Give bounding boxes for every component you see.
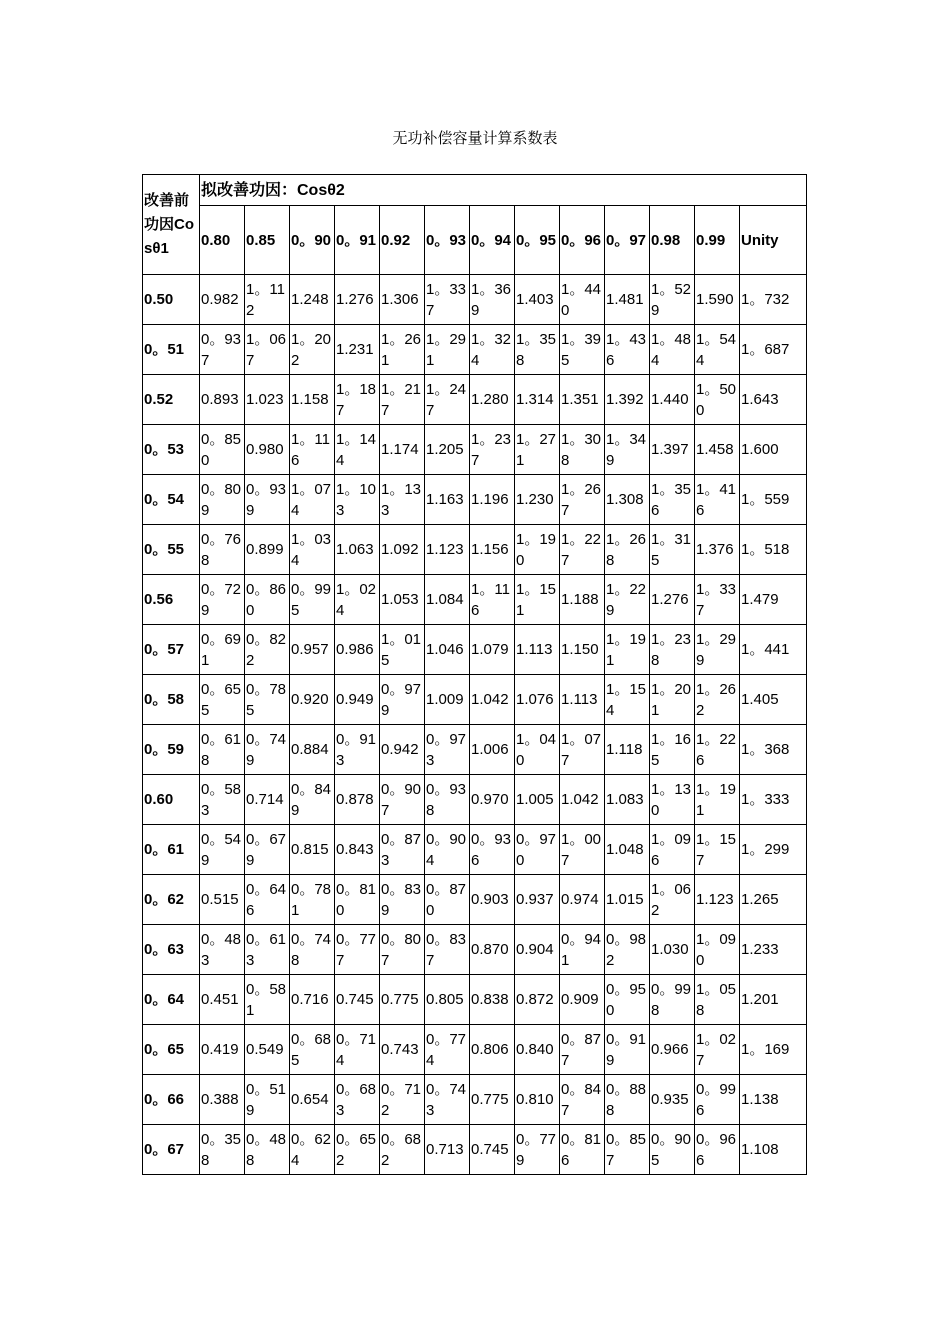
column-header: 0.92	[380, 206, 425, 275]
table-cell: 1。349	[605, 425, 650, 475]
table-cell: 1。237	[470, 425, 515, 475]
table-cell: 1。247	[425, 375, 470, 425]
row-header: 0。65	[143, 1025, 200, 1075]
table-cell: 1.276	[650, 575, 695, 625]
table-cell: 0.986	[335, 625, 380, 675]
table-cell: 1.314	[515, 375, 560, 425]
row-header: 0。55	[143, 525, 200, 575]
table-cell: 1.308	[605, 475, 650, 525]
table-cell: 1.083	[605, 775, 650, 825]
table-cell: 0。483	[200, 925, 245, 975]
table-cell: 1。308	[560, 425, 605, 475]
table-row	[143, 1125, 807, 1175]
table-cell: 0.893	[200, 375, 245, 425]
table-cell: 0。581	[245, 975, 290, 1025]
table-cell: 1。440	[560, 275, 605, 325]
table-cell: 0。998	[650, 975, 695, 1025]
table-cell: 1。144	[335, 425, 380, 475]
table-cell: 0.843	[335, 825, 380, 875]
table-cell: 1.015	[605, 875, 650, 925]
table-cell: 0。816	[560, 1125, 605, 1175]
table-cell: 0。729	[200, 575, 245, 625]
table-cell: 0.745	[470, 1125, 515, 1175]
table-cell: 1.150	[560, 625, 605, 675]
table-cell: 0.899	[245, 525, 290, 575]
table-cell: 0。748	[290, 925, 335, 975]
table-cell: 1。333	[740, 775, 807, 825]
table-cell: 0.903	[470, 875, 515, 925]
table-cell: 1。337	[425, 275, 470, 325]
table-cell: 1。416	[695, 475, 740, 525]
table-cell: 1.092	[380, 525, 425, 575]
table-cell: 0。646	[245, 875, 290, 925]
row-header: 0。63	[143, 925, 200, 975]
table-cell: 1.201	[740, 975, 807, 1025]
table-cell: 1.231	[335, 325, 380, 375]
table-cell: 0.451	[200, 975, 245, 1025]
table-cell: 0.775	[470, 1075, 515, 1125]
table-cell: 0.942	[380, 725, 425, 775]
target-power-factor-header: 拟改善功因：Cosθ2	[200, 175, 807, 206]
table-cell: 1。112	[245, 275, 290, 325]
table-cell: 1.481	[605, 275, 650, 325]
table-cell: 1.440	[650, 375, 695, 425]
column-header: 0。96	[560, 206, 605, 275]
table-cell: 1.156	[470, 525, 515, 575]
table-cell: 1。518	[740, 525, 807, 575]
row-header: 0。57	[143, 625, 200, 675]
row-header: 0。58	[143, 675, 200, 725]
table-cell: 1。227	[560, 525, 605, 575]
row-header: 0。59	[143, 725, 200, 775]
row-header: 0。54	[143, 475, 200, 525]
row-header: 0。53	[143, 425, 200, 475]
table-cell: 1.009	[425, 675, 470, 725]
table-cell: 0。809	[200, 475, 245, 525]
table-cell: 1。559	[740, 475, 807, 525]
table-row	[143, 575, 807, 625]
table-cell: 0.806	[470, 1025, 515, 1075]
table-row	[143, 275, 807, 325]
table-cell: 1。154	[605, 675, 650, 725]
table-cell: 1.392	[605, 375, 650, 425]
column-header: 0。94	[470, 206, 515, 275]
table-cell: 1.163	[425, 475, 470, 525]
table-cell: 0。973	[425, 725, 470, 775]
table-cell: 0。618	[200, 725, 245, 775]
table-cell: 1。074	[290, 475, 335, 525]
column-header: 0.85	[245, 206, 290, 275]
table-cell: 0.878	[335, 775, 380, 825]
table-cell: 0。970	[515, 825, 560, 875]
table-cell: 1。500	[695, 375, 740, 425]
table-row	[143, 375, 807, 425]
table-cell: 0。781	[290, 875, 335, 925]
row-header: 0.56	[143, 575, 200, 625]
table-cell: 1。262	[695, 675, 740, 725]
table-cell: 1.113	[515, 625, 560, 675]
table-cell: 0.775	[380, 975, 425, 1025]
table-cell: 0。785	[245, 675, 290, 725]
table-cell: 0.935	[650, 1075, 695, 1125]
table-cell: 0.713	[425, 1125, 470, 1175]
table-cell: 0。847	[560, 1075, 605, 1125]
table-cell: 0。870	[425, 875, 470, 925]
table-cell: 0.937	[515, 875, 560, 925]
table-cell: 1。368	[740, 725, 807, 775]
table-cell: 0.815	[290, 825, 335, 875]
table-cell: 1。484	[650, 325, 695, 375]
row-header: 0.50	[143, 275, 200, 325]
table-cell: 0。850	[200, 425, 245, 475]
table-cell: 1。090	[695, 925, 740, 975]
table-cell: 1。395	[560, 325, 605, 375]
table-cell: 0.838	[470, 975, 515, 1025]
table-cell: 0。743	[425, 1075, 470, 1125]
table-cell: 1.174	[380, 425, 425, 475]
table-cell: 1。190	[515, 525, 560, 575]
table-cell: 1.113	[560, 675, 605, 725]
column-header: 0。95	[515, 206, 560, 275]
table-cell: 0。768	[200, 525, 245, 575]
table-cell: 1.063	[335, 525, 380, 575]
table-cell: 0。937	[200, 325, 245, 375]
table-cell: 1.079	[470, 625, 515, 675]
table-cell: 1。151	[515, 575, 560, 625]
table-cell: 1。103	[335, 475, 380, 525]
table-cell: 1.265	[740, 875, 807, 925]
table-cell: 0.419	[200, 1025, 245, 1075]
table-cell: 1.084	[425, 575, 470, 625]
table-cell: 0。683	[335, 1075, 380, 1125]
table-cell: 1.023	[245, 375, 290, 425]
table-cell: 1。040	[515, 725, 560, 775]
table-cell: 1。187	[335, 375, 380, 425]
table-cell: 0.743	[380, 1025, 425, 1075]
table-cell: 1.376	[695, 525, 740, 575]
table-cell: 0。714	[335, 1025, 380, 1075]
table-cell: 1.042	[560, 775, 605, 825]
table-cell: 1.108	[740, 1125, 807, 1175]
table-cell: 1。077	[560, 725, 605, 775]
table-cell: 1。226	[695, 725, 740, 775]
table-cell: 1.053	[380, 575, 425, 625]
table-cell: 1。238	[650, 625, 695, 675]
table-cell: 1。358	[515, 325, 560, 375]
table-cell: 1.138	[740, 1075, 807, 1125]
table-cell: 0。907	[380, 775, 425, 825]
table-cell: 0。996	[695, 1075, 740, 1125]
table-cell: 1。116	[290, 425, 335, 475]
table-cell: 0。682	[380, 1125, 425, 1175]
table-cell: 0.872	[515, 975, 560, 1025]
table-cell: 1.188	[560, 575, 605, 625]
table-cell: 0。488	[245, 1125, 290, 1175]
table-row	[143, 975, 807, 1025]
table-cell: 0。358	[200, 1125, 245, 1175]
column-header: 0。97	[605, 206, 650, 275]
table-cell: 1。133	[380, 475, 425, 525]
table-cell: 1。267	[560, 475, 605, 525]
table-cell: 0.920	[290, 675, 335, 725]
table-cell: 0.909	[560, 975, 605, 1025]
table-row	[143, 775, 807, 825]
table-cell: 0.970	[470, 775, 515, 825]
table-cell: 0。655	[200, 675, 245, 725]
table-cell: 0。810	[335, 875, 380, 925]
table-cell: 0。888	[605, 1075, 650, 1125]
table-cell: 1。096	[650, 825, 695, 875]
table-cell: 0。873	[380, 825, 425, 875]
table-cell: 0.974	[560, 875, 605, 925]
table-cell: 1.280	[470, 375, 515, 425]
table-row	[143, 525, 807, 575]
table-cell: 1.230	[515, 475, 560, 525]
table-cell: 1。687	[740, 325, 807, 375]
table-cell: 1。299	[740, 825, 807, 875]
table-cell: 1。529	[650, 275, 695, 325]
table-cell: 0。839	[380, 875, 425, 925]
table-cell: 1.196	[470, 475, 515, 525]
table-cell: 1。436	[605, 325, 650, 375]
table-cell: 1。024	[335, 575, 380, 625]
table-cell: 1。067	[245, 325, 290, 375]
table-cell: 0。685	[290, 1025, 335, 1075]
corner-header: 改善前功因Cosθ1	[143, 175, 200, 275]
table-cell: 0。712	[380, 1075, 425, 1125]
table-cell: 1。229	[605, 575, 650, 625]
table-row	[143, 725, 807, 775]
table-cell: 1.123	[425, 525, 470, 575]
table-cell: 0.549	[245, 1025, 290, 1075]
table-cell: 1。261	[380, 325, 425, 375]
coefficient-table	[142, 174, 807, 1175]
table-cell: 1.205	[425, 425, 470, 475]
row-header: 0。64	[143, 975, 200, 1025]
table-cell: 1.158	[290, 375, 335, 425]
table-cell: 0.980	[245, 425, 290, 475]
table-cell: 0。857	[605, 1125, 650, 1175]
table-cell: 0。995	[290, 575, 335, 625]
table-cell: 0。749	[245, 725, 290, 775]
table-cell: 0。982	[605, 925, 650, 975]
table-cell: 1。441	[740, 625, 807, 675]
table-cell: 0。877	[560, 1025, 605, 1075]
column-header: 0.98	[650, 206, 695, 275]
table-cell: 1.458	[695, 425, 740, 475]
table-cell: 0.982	[200, 275, 245, 325]
table-cell: 0.810	[515, 1075, 560, 1125]
table-cell: 0。939	[245, 475, 290, 525]
table-cell: 0。979	[380, 675, 425, 725]
table-cell: 1。732	[740, 275, 807, 325]
table-cell: 1.006	[470, 725, 515, 775]
table-cell: 0。822	[245, 625, 290, 675]
table-cell: 0。613	[245, 925, 290, 975]
table-cell: 1.405	[740, 675, 807, 725]
table-cell: 1.351	[560, 375, 605, 425]
table-cell: 1。324	[470, 325, 515, 375]
table-cell: 1。116	[470, 575, 515, 625]
table-cell: 0。777	[335, 925, 380, 975]
table-cell: 1。165	[650, 725, 695, 775]
table-cell: 1。356	[650, 475, 695, 525]
table-cell: 1。034	[290, 525, 335, 575]
table-cell: 0。919	[605, 1025, 650, 1075]
table-cell: 0。549	[200, 825, 245, 875]
table-cell: 1.042	[470, 675, 515, 725]
table-cell: 0.870	[470, 925, 515, 975]
table-cell: 0。936	[470, 825, 515, 875]
table-cell: 0。691	[200, 625, 245, 675]
table-cell: 0。679	[245, 825, 290, 875]
table-cell: 1.590	[695, 275, 740, 325]
table-cell: 1。027	[695, 1025, 740, 1075]
table-row	[143, 925, 807, 975]
table-row	[143, 325, 807, 375]
table-cell: 0。519	[245, 1075, 290, 1125]
table-cell: 0.388	[200, 1075, 245, 1125]
row-header: 0。62	[143, 875, 200, 925]
table-cell: 0.884	[290, 725, 335, 775]
table-cell: 0。938	[425, 775, 470, 825]
table-cell: 1.643	[740, 375, 807, 425]
table-cell: 1。369	[470, 275, 515, 325]
table-cell: 1.123	[695, 875, 740, 925]
table-cell: 0.840	[515, 1025, 560, 1075]
table-cell: 1.048	[605, 825, 650, 875]
table-cell: 1.005	[515, 775, 560, 825]
table-cell: 1.076	[515, 675, 560, 725]
row-header: 0。66	[143, 1075, 200, 1125]
column-header: 0。90	[290, 206, 335, 275]
row-header: 0.52	[143, 375, 200, 425]
table-cell: 1.046	[425, 625, 470, 675]
table-cell: 1。058	[695, 975, 740, 1025]
table-cell: 0。583	[200, 775, 245, 825]
table-cell: 0.745	[335, 975, 380, 1025]
column-header: 0.80	[200, 206, 245, 275]
table-cell: 1.403	[515, 275, 560, 325]
table-cell: 0。966	[695, 1125, 740, 1175]
table-cell: 0.716	[290, 975, 335, 1025]
table-cell: 1。337	[695, 575, 740, 625]
table-cell: 1。271	[515, 425, 560, 475]
table-cell: 1。201	[650, 675, 695, 725]
table-cell: 1。299	[695, 625, 740, 675]
table-cell: 1.276	[335, 275, 380, 325]
table-row	[143, 475, 807, 525]
table-cell: 1.306	[380, 275, 425, 325]
table-cell: 0.949	[335, 675, 380, 725]
table-cell: 0。950	[605, 975, 650, 1025]
table-cell: 0.805	[425, 975, 470, 1025]
table-cell: 0。774	[425, 1025, 470, 1075]
table-cell: 0。913	[335, 725, 380, 775]
row-header: 0.60	[143, 775, 200, 825]
table-cell: 1.600	[740, 425, 807, 475]
table-cell: 0.654	[290, 1075, 335, 1125]
table-cell: 0。904	[425, 825, 470, 875]
column-header: 0.99	[695, 206, 740, 275]
table-cell: 1。268	[605, 525, 650, 575]
row-header: 0。61	[143, 825, 200, 875]
table-cell: 0。624	[290, 1125, 335, 1175]
table-cell: 0。860	[245, 575, 290, 625]
table-cell: 0。849	[290, 775, 335, 825]
table-row	[143, 625, 807, 675]
table-row	[143, 425, 807, 475]
column-header: 0。93	[425, 206, 470, 275]
table-cell: 1.233	[740, 925, 807, 975]
table-cell: 1.118	[605, 725, 650, 775]
table-cell: 0。905	[650, 1125, 695, 1175]
column-header: 0。91	[335, 206, 380, 275]
table-cell: 1。217	[380, 375, 425, 425]
row-header: 0。67	[143, 1125, 200, 1175]
table-row	[143, 825, 807, 875]
table-cell: 1。191	[605, 625, 650, 675]
table-cell: 1。062	[650, 875, 695, 925]
table-row	[143, 1025, 807, 1075]
table-cell: 0.966	[650, 1025, 695, 1075]
table-cell: 0.957	[290, 625, 335, 675]
table-cell: 1。544	[695, 325, 740, 375]
table-row	[143, 1075, 807, 1125]
table-cell: 1。130	[650, 775, 695, 825]
table-cell: 1。315	[650, 525, 695, 575]
table-cell: 1。291	[425, 325, 470, 375]
table-cell: 0。807	[380, 925, 425, 975]
table-cell: 0。941	[560, 925, 605, 975]
page-title: 无功补偿容量计算系数表	[392, 130, 558, 147]
table-cell: 0。779	[515, 1125, 560, 1175]
table-cell: 1.030	[650, 925, 695, 975]
table-cell: 0.714	[245, 775, 290, 825]
table-cell: 1。191	[695, 775, 740, 825]
table-cell: 0。652	[335, 1125, 380, 1175]
table-cell: 0。837	[425, 925, 470, 975]
table-cell: 1.479	[740, 575, 807, 625]
table-row	[143, 675, 807, 725]
row-header: 0。51	[143, 325, 200, 375]
table-cell: 0.904	[515, 925, 560, 975]
column-header: Unity	[740, 206, 807, 275]
table-cell: 1。169	[740, 1025, 807, 1075]
table-cell: 1。015	[380, 625, 425, 675]
table-cell: 1.248	[290, 275, 335, 325]
table-cell: 1。157	[695, 825, 740, 875]
table-cell: 0.515	[200, 875, 245, 925]
table-cell: 1.397	[650, 425, 695, 475]
table-row	[143, 875, 807, 925]
table-cell: 1。202	[290, 325, 335, 375]
table-cell: 1。007	[560, 825, 605, 875]
